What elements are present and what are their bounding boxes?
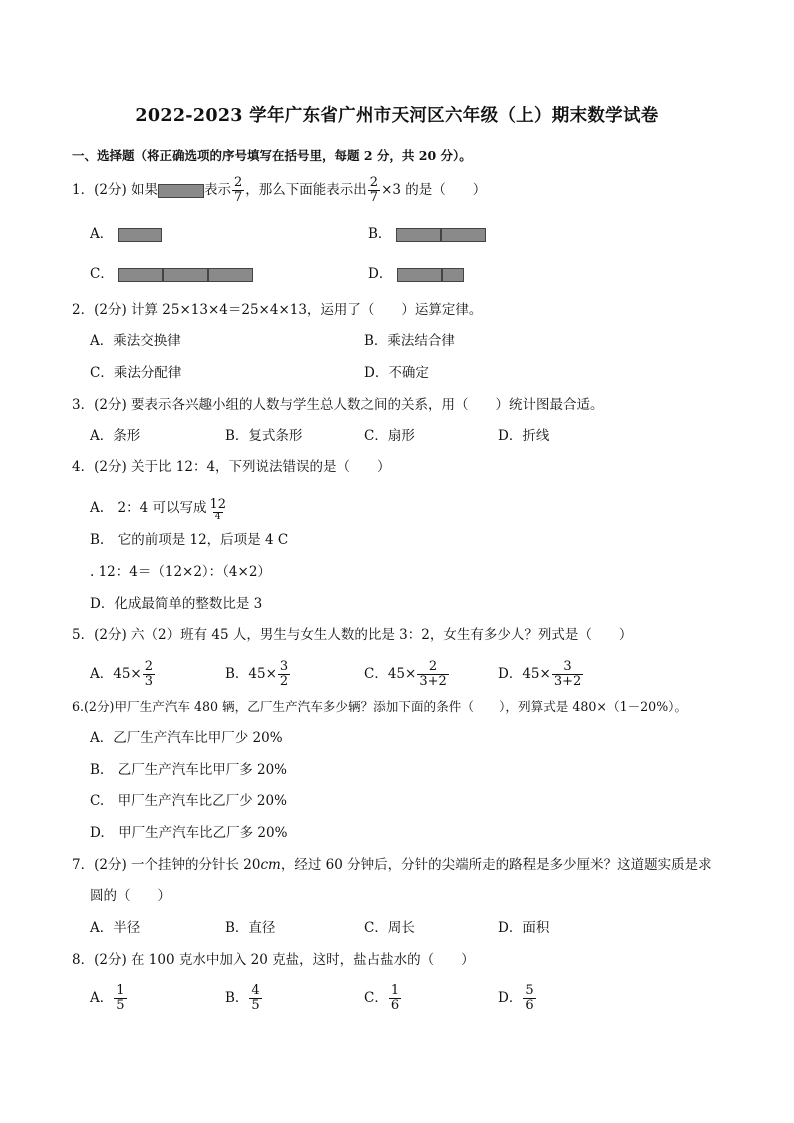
q2-option-a[interactable]: A．乘法交换律 [90,333,181,349]
q5-option-a[interactable] [90,660,156,689]
q7-option-a[interactable]: A．半径 [90,920,141,936]
question-2: 2．(2分) 计算 25×13×4＝25×4×13，运用了（ ）运算定律。 [72,302,483,318]
question-text: ，那么下面能表示出 [245,182,367,198]
question-7-continued: 圆的（ ） [90,888,171,904]
question-6: 6.(2分)甲厂生产汽车 480 辆，乙厂生产汽车多少辆？添加下面的条件（ ），列算式是 480×（1－20%）。 [72,699,688,714]
unit-text: cm [260,857,281,873]
option-text: D．45× [498,666,551,682]
q3-option-c[interactable]: C．扇形 [364,428,415,444]
q6-option-d[interactable]: D. 甲厂生产汽车比乙厂多 20% [90,825,288,841]
q5-option-b[interactable] [225,660,291,689]
bar-figure-a [118,228,162,242]
question-text: 如果 [131,182,159,198]
q7-option-d[interactable]: D．面积 [498,920,550,936]
q3-option-b[interactable]: B．复式条形 [225,428,303,444]
option-text: A． [90,990,114,1006]
question-number: 1．(2分) [72,182,127,198]
bar-figure-b [396,228,486,242]
question-7 [72,855,712,875]
option-text: A．45× [90,666,142,682]
fraction: $\frac{1}{5}$ [116,983,125,1013]
option-label: A． [90,226,114,242]
q2-option-b[interactable]: B．乘法结合律 [364,333,455,349]
fraction: $\frac{4}{5}$ [251,983,260,1013]
q7-option-c[interactable]: C．周长 [364,920,415,936]
fraction: $\frac{2}{3+2}$ [419,659,447,689]
q2-option-c[interactable]: C．乘法分配律 [90,365,182,381]
fraction: $\frac{5}{6}$ [525,983,534,1013]
option-label: B． [368,226,392,242]
q6-option-a[interactable]: A．乙厂生产汽车比甲厂少 20% [90,730,283,746]
option-text: B． [225,990,249,1006]
page-title: 2022-2023 学年广东省广州市天河区六年级（上）期末数学试卷 [135,106,659,126]
fraction: $\frac{2}{7}$ [369,175,379,205]
q1-option-b[interactable] [368,224,486,244]
bar-figure-d [397,268,464,282]
section-heading: 一、选择题（将正确选项的序号填写在括号里，每题 2 分，共 20 分）。 [72,148,472,163]
option-text: A. 2：4 可以写成 [90,500,207,516]
q5-option-c[interactable] [364,660,450,689]
fraction: $\frac{3}{2}$ [279,659,289,689]
q6-option-b[interactable]: B. 乙厂生产汽车比甲厂多 20% [90,762,288,778]
q3-option-a[interactable]: A．条形 [90,428,141,444]
q8-option-a[interactable] [90,984,128,1013]
question-1 [72,176,486,205]
fraction: $\frac{2}{7}$ [234,175,243,205]
q4-option-b[interactable]: B. 它的前项是 12，后项是 4 C [90,532,289,548]
q4-option-a[interactable] [90,498,229,519]
q6-option-c[interactable]: C. 甲厂生产汽车比乙厂少 20% [90,793,287,809]
question-text: ，经过 60 分钟后，分针的尖端所走的路程是多少厘米？这道题实质是求 [280,857,712,873]
q4-option-d[interactable]: D．化成最简单的整数比是 3 [90,596,263,612]
q1-option-a[interactable] [90,224,162,244]
option-text: B．45× [225,666,277,682]
q1-option-c[interactable] [90,264,253,284]
question-text: 7．(2分) 一个挂钟的分针长 20 [72,857,261,873]
question-4: 4．(2分) 关于比 12：4，下列说法错误的是（ ） [72,459,391,475]
question-8: 8．(2分) 在 100 克水中加入 20 克盐，这时，盐占盐水的（ ） [72,952,475,968]
question-text: 表示 [204,182,232,198]
fraction: $\frac{3}{3+2}$ [553,659,582,689]
fraction: $\frac{1}{6}$ [390,983,400,1013]
bar-unit-figure [158,184,204,198]
q1-option-d[interactable] [368,264,464,284]
option-text: D． [498,990,523,1006]
question-3: 3．(2分) 要表示各兴趣小组的人数与学生总人数之间的关系，用（ ）统计图最合适。 [72,397,604,413]
option-text: C．45× [364,666,417,682]
question-text: ×3 的是（ ） [381,182,487,198]
question-5: 5．(2分) 六（2）班有 45 人，男生与女生人数的比是 3：2，女生有多少人？列式是（ ） [72,627,633,643]
q7-option-b[interactable]: B．直径 [225,920,276,936]
option-text: C． [364,990,388,1006]
q3-option-d[interactable]: D．折线 [498,428,550,444]
q2-option-d[interactable]: D．不确定 [364,365,429,381]
q4-option-c[interactable]: . 12：4＝（12×2）：（4×2） [90,564,271,580]
option-label: C． [90,266,114,282]
bar-figure-c [118,268,253,282]
fraction: $\frac{2}{3}$ [144,659,154,689]
q8-option-c[interactable] [364,984,402,1013]
q8-option-b[interactable] [225,984,263,1013]
option-label: D． [368,266,393,282]
fraction: $\frac{12}{4}$ [209,497,227,519]
q5-option-d[interactable] [498,660,584,689]
q8-option-d[interactable] [498,984,537,1013]
